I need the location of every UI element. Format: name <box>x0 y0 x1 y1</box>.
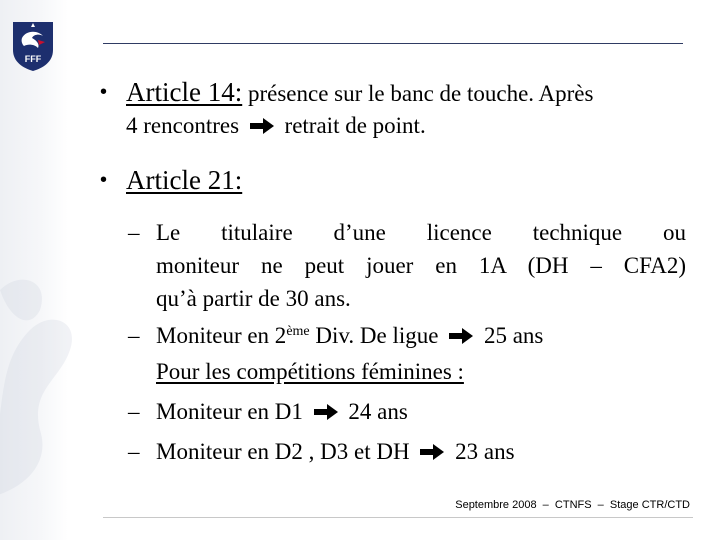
article-21-title: Article 21: <box>126 165 243 195</box>
item4-text-b: 23 ans <box>455 439 515 464</box>
article-14-title: Article 14: <box>126 77 243 107</box>
logo-text: FFF <box>24 54 42 64</box>
article-21-list <box>100 216 686 472</box>
footer-text: Septembre 2008 – CTNFS – Stage CTR/CTD <box>455 499 690 511</box>
heavy-right-arrow-icon <box>249 118 275 134</box>
item1-line3: qu’à partir de 30 ans. <box>156 286 351 311</box>
article-14-text: présence sur le banc de touche. Après <box>247 81 594 106</box>
article-14-bullet <box>100 76 686 110</box>
bullet-icon: • <box>100 81 108 103</box>
item2-superscript: ème <box>286 324 310 339</box>
heavy-right-arrow-icon <box>313 404 339 420</box>
fff-crest-logo <box>10 18 56 72</box>
list-item <box>126 392 686 432</box>
list-item <box>126 216 686 315</box>
footer-rule <box>103 517 693 518</box>
feminine-heading: Pour les compétitions féminines : <box>156 359 464 384</box>
bullet-icon: • <box>100 169 108 191</box>
list-item <box>126 319 686 352</box>
dash-marker: – <box>128 323 140 348</box>
rooster-watermark <box>0 250 90 510</box>
item3-text-b: 24 ans <box>348 399 408 424</box>
article-21-bullet <box>100 164 686 198</box>
article-14-text-2b: retrait de point. <box>284 113 426 138</box>
feminine-heading-row <box>126 352 686 392</box>
slide-body <box>100 76 686 472</box>
dash-marker: – <box>128 220 140 245</box>
heavy-right-arrow-icon <box>448 328 474 344</box>
heavy-right-arrow-icon <box>419 444 445 460</box>
dash-marker: – <box>128 439 140 464</box>
dash-marker: – <box>128 399 140 424</box>
sidebar-band <box>0 0 68 540</box>
item1-line2: moniteur ne peut jouer en 1A (DH – CFA2) <box>156 253 686 278</box>
header-rule <box>103 43 683 44</box>
article-14-continuation <box>100 110 686 142</box>
item2-text-c: 25 ans <box>483 323 544 348</box>
item2-text-a: Moniteur en 2 <box>156 323 287 348</box>
article-14-text-2a: 4 rencontres <box>126 113 240 138</box>
list-item <box>126 432 686 472</box>
item4-text-a: Moniteur en D2 , D3 et DH <box>156 439 410 464</box>
item1-line1: Le titulaire d’une licence technique ou <box>156 220 686 245</box>
item2-text-b: Div. De ligue <box>315 323 439 348</box>
item3-text-a: Moniteur en D1 <box>156 399 303 424</box>
